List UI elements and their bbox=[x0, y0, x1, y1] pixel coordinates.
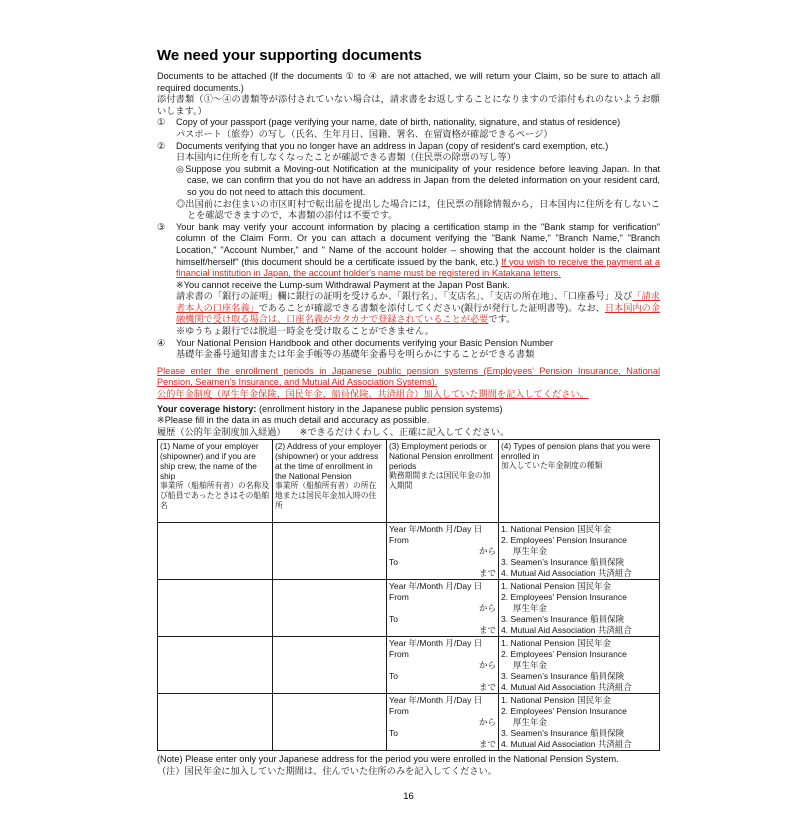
pension-plan-name-ja: 船員保険 bbox=[590, 671, 625, 682]
item-3-en-text: Your bank may verify your account information by placing a certification stamp in the "Bank stamp for verification" column of the Claim Form. Or you can attach a document verifying the "Bank Name," "Branch Name," "Branch Location," "Account Number," and " Name of the account holder – showing that the account holder is the claimant himself/herself" (this document should be a certificate issued by the bank, etc.) bbox=[176, 221, 660, 267]
item-1-marker: ① bbox=[157, 117, 166, 129]
pension-plan-option bbox=[501, 671, 657, 682]
enrollment-notice-en: Please enter the enrollment periods in Japanese public pension systems (Employees’ Pension Insurance, National Pension, Seamen’s Insurance, and Mutual Aid Association Systems). bbox=[157, 365, 660, 388]
coverage-label: Your coverage history: bbox=[157, 403, 257, 414]
history-row bbox=[158, 580, 660, 637]
pension-type-cell bbox=[499, 523, 660, 580]
pension-plan-name: 1. National Pension bbox=[501, 581, 575, 592]
to-label: To bbox=[389, 728, 398, 739]
header-pension-type-en: (4) Types of pension plans that you were enrolled in bbox=[501, 441, 651, 462]
item-3-ja-part1: 請求書の「銀行の証明」欄に銀行の証明を受けるか、「銀行名」、「支店名」、「支店の所在地」、「口座番号」及び bbox=[176, 291, 633, 302]
pension-plan-option bbox=[501, 557, 657, 568]
to-label-ja: まで bbox=[478, 682, 496, 693]
header-employment-period-en: (3) Employment periods or National Pension enrollment periods bbox=[389, 441, 493, 472]
pension-plan-name-ja: 共済組合 bbox=[597, 739, 632, 750]
pension-plan-name: 2. Employees’ Pension Insurance bbox=[501, 535, 627, 546]
item-3-en bbox=[176, 222, 660, 280]
pension-plan-option bbox=[501, 568, 657, 579]
from-label-ja: から bbox=[478, 717, 496, 728]
pension-plan-name-ja: 厚生年金 bbox=[513, 717, 548, 728]
pension-plan-name: 1. National Pension bbox=[501, 695, 575, 706]
pension-plan-name-ja: 厚生年金 bbox=[513, 546, 548, 557]
pension-plan-name: 4. Mutual Aid Association bbox=[501, 739, 596, 750]
to-label: To bbox=[389, 671, 398, 682]
pension-plan-option bbox=[501, 739, 657, 750]
pension-plan-name-ja: 船員保険 bbox=[590, 728, 625, 739]
katakana-requirement-en: If you wish to receive the payment at a financial institution in Japan, the account holder's name must be registered in Katakana letters. bbox=[176, 256, 661, 279]
enrollment-periods-notice bbox=[157, 366, 660, 401]
pension-plan-name-ja: 船員保険 bbox=[590, 614, 625, 625]
item-2-marker: ② bbox=[157, 140, 166, 152]
to-label-ja: まで bbox=[478, 625, 496, 636]
pension-type-cell bbox=[499, 637, 660, 694]
item-4-body bbox=[176, 338, 660, 361]
coverage-description: (enrollment history in the Japanese public pension systems) bbox=[258, 403, 503, 414]
item-4-ja: 基礎年金番号通知書または年金手帳等の基礎年金番号を明らかにすることができる書類 bbox=[176, 349, 535, 360]
employer-name-cell bbox=[158, 637, 273, 694]
item-3-body bbox=[176, 222, 660, 338]
period-cell bbox=[387, 580, 499, 637]
intro-ja: 添付書類（①～④の書類等が添付されていない場合は，請求書をお返しすることになりますので添付もれのないようお願いします。） bbox=[157, 94, 660, 116]
item-2-ja: 日本国内に住所を有しなくなったことが確認できる書類（住民票の除票の写し等） bbox=[176, 152, 516, 163]
coverage-instruction-ja: ※できるだけくわしく、正確に記入してください。 bbox=[299, 426, 510, 437]
pension-plan-option bbox=[501, 625, 657, 636]
header-employer-name-ja: 事業所（船舶所有者）の名称及び船員であったときはその船舶名 bbox=[160, 481, 270, 511]
pension-plan-name: 3. Seamen’s Insurance bbox=[501, 671, 588, 682]
from-label-ja: から bbox=[478, 660, 496, 671]
from-label: From bbox=[389, 535, 409, 546]
from-label: From bbox=[389, 649, 409, 660]
coverage-heading-ja bbox=[157, 427, 660, 439]
employer-name-cell bbox=[158, 694, 273, 751]
footnote-en: (Note) Please enter only your Japanese address for the period you were enrolled in the National Pension System. bbox=[157, 754, 619, 765]
pension-plan-option bbox=[501, 706, 657, 728]
coverage-label-ja: 履歴（公的年金制度加入経過） bbox=[157, 426, 286, 437]
employer-name-cell bbox=[158, 523, 273, 580]
pension-plan-name-ja: 国民年金 bbox=[577, 581, 612, 592]
pension-plan-name-ja: 船員保険 bbox=[590, 557, 625, 568]
pension-type-cell bbox=[499, 580, 660, 637]
footnote-ja: （注）国民年金に加入していた期間は、住んでいた住所のみを記入してください。 bbox=[157, 766, 497, 776]
from-label: From bbox=[389, 706, 409, 717]
pension-plan-option bbox=[501, 638, 657, 649]
item-2-en: Documents verifying that you no longer have an address in Japan (copy of resident's card exemption, etc.) bbox=[176, 140, 609, 151]
history-row bbox=[158, 694, 660, 751]
item-2-note-en: ◎Suppose you submit a Moving-out Notification at the municipality of your residence before leaving Japan. In that case, we can confirm that you do not have an address in Japan from the deleted information on your resident card, so you do not need to attach this document. bbox=[176, 163, 660, 197]
pension-plan-option bbox=[501, 524, 657, 535]
employer-address-cell bbox=[273, 580, 387, 637]
pension-type-cell bbox=[499, 694, 660, 751]
pension-plan-name: 2. Employees’ Pension Insurance bbox=[501, 592, 627, 603]
page-content bbox=[157, 47, 660, 778]
employer-name-cell bbox=[158, 580, 273, 637]
item-4-en: Your National Pension Handbook and other documents verifying your Basic Pension Number bbox=[176, 337, 554, 348]
coverage-history-section bbox=[157, 404, 660, 439]
pension-plan-name: 4. Mutual Aid Association bbox=[501, 625, 596, 636]
coverage-history-table bbox=[157, 439, 660, 751]
pension-plan-name: 3. Seamen’s Insurance bbox=[501, 614, 588, 625]
item-2-body bbox=[176, 141, 660, 222]
from-label-ja: から bbox=[478, 546, 496, 557]
document-item-2 bbox=[157, 141, 660, 222]
pension-plan-name: 2. Employees’ Pension Insurance bbox=[501, 649, 627, 660]
item-3-ja-part3: です。 bbox=[488, 314, 516, 325]
to-label-ja: まで bbox=[478, 739, 496, 750]
pension-plan-name-ja: 厚生年金 bbox=[513, 660, 548, 671]
date-format-label: Year 年/Month 月/Day 日 bbox=[389, 581, 483, 592]
header-employer-name bbox=[158, 440, 273, 523]
header-employer-address-en: (2) Address of your employer (shipowner) or your address at the time of enrollment in the National Pension bbox=[275, 441, 382, 482]
pension-plan-name-ja: 共済組合 bbox=[597, 625, 632, 636]
item-3-marker: ③ bbox=[157, 221, 166, 233]
pension-plan-name: 4. Mutual Aid Association bbox=[501, 568, 596, 579]
document-item-4 bbox=[157, 338, 660, 361]
intro-en: Documents to be attached (If the documents ① to ④ are not attached, we will return your Claim, so be sure to attach all required documents.) bbox=[157, 71, 660, 93]
pension-plan-option bbox=[501, 649, 657, 671]
item-2-note-ja: ◎出国前にお住まいの市区町村で転出届を提出した場合には，住民票の削除情報から，日本国内に住所を有しないことを確認できますので，本書類の添付は不要です。 bbox=[176, 198, 660, 221]
date-format-label: Year 年/Month 月/Day 日 bbox=[389, 638, 483, 649]
pension-plan-name: 3. Seamen’s Insurance bbox=[501, 557, 588, 568]
item-3-note-ja: ※ゆうちょ銀行では脱退一時金を受け取ることができません。 bbox=[176, 326, 434, 337]
document-item-1 bbox=[157, 117, 660, 140]
pension-plan-option bbox=[501, 695, 657, 706]
pension-plan-name: 1. National Pension bbox=[501, 638, 575, 649]
pension-plan-option bbox=[501, 728, 657, 739]
header-employer-address-ja: 事業所（船舶所有者）の所在地または国民年金加入時の住所 bbox=[275, 481, 377, 511]
pension-plan-name-ja: 厚生年金 bbox=[513, 603, 548, 614]
to-label: To bbox=[389, 614, 398, 625]
katakana-requirement-ja: 日本国内の金融機関で受け取る場合は、口座名義がカタカナで登録されていることが必要 bbox=[176, 302, 661, 325]
pension-plan-name-ja: 共済組合 bbox=[597, 568, 632, 579]
date-format-label: Year 年/Month 月/Day 日 bbox=[389, 524, 483, 535]
from-label-ja: から bbox=[478, 603, 496, 614]
pension-plan-name: 2. Employees’ Pension Insurance bbox=[501, 706, 627, 717]
item-3-note-en: ※You cannot receive the Lump-sum Withdrawal Payment at the Japan Post Bank. bbox=[176, 279, 510, 290]
coverage-heading bbox=[157, 404, 660, 416]
page-number: 16 bbox=[403, 791, 414, 802]
employer-address-cell bbox=[273, 694, 387, 751]
period-cell bbox=[387, 523, 499, 580]
item-3-ja bbox=[176, 291, 660, 326]
to-label-ja: まで bbox=[478, 568, 496, 579]
from-label: From bbox=[389, 592, 409, 603]
page-title: We need your supporting documents bbox=[157, 47, 422, 64]
pension-plan-name-ja: 国民年金 bbox=[577, 695, 612, 706]
item-4-marker: ④ bbox=[157, 337, 166, 349]
to-label: To bbox=[389, 557, 398, 568]
pension-plan-option bbox=[501, 535, 657, 557]
item-1-en: Copy of your passport (page verifying your name, date of birth, nationality, signature, and status of residence) bbox=[176, 117, 621, 128]
table-header-row bbox=[158, 440, 660, 523]
employer-address-cell bbox=[273, 637, 387, 694]
header-pension-type bbox=[499, 440, 660, 523]
coverage-instruction-en: ※Please fill in the data in as much detail and accuracy as possible. bbox=[157, 415, 430, 426]
period-cell bbox=[387, 694, 499, 751]
history-row bbox=[158, 637, 660, 694]
document-item-3 bbox=[157, 222, 660, 338]
header-employment-period bbox=[387, 440, 499, 523]
pension-plan-name: 4. Mutual Aid Association bbox=[501, 682, 596, 693]
item-3-ja-part2: であることが確認できる書類を添付してください(銀行が発行した証明書等)。なお、 bbox=[258, 302, 605, 313]
pension-plan-option bbox=[501, 592, 657, 614]
date-format-label: Year 年/Month 月/Day 日 bbox=[389, 695, 483, 706]
period-cell bbox=[387, 637, 499, 694]
header-employer-address bbox=[273, 440, 387, 523]
enrollment-notice-ja: 公的年金制度（厚生年金保険、国民年金、船員保険、共済組合）加入していた期間を記入してください。 bbox=[157, 389, 589, 400]
pension-plan-name: 1. National Pension bbox=[501, 524, 575, 535]
account-holder-highlight-ja: 「請求者本人の口座名義」 bbox=[176, 291, 660, 313]
employer-address-cell bbox=[273, 523, 387, 580]
item-1-body bbox=[176, 117, 660, 140]
pension-plan-option bbox=[501, 614, 657, 625]
item-1-ja: パスポート（旅券）の写し（氏名、生年月日、国籍、署名、在留資格が確認できるページ） bbox=[176, 128, 553, 139]
history-row bbox=[158, 523, 660, 580]
header-employer-name-en: (1) Name of your employer (shipowner) and if you are ship crew, the name of the ship bbox=[160, 441, 259, 482]
pension-plan-name: 3. Seamen’s Insurance bbox=[501, 728, 588, 739]
pension-plan-option bbox=[501, 581, 657, 592]
table-footnote bbox=[157, 754, 660, 777]
pension-plan-option bbox=[501, 682, 657, 693]
pension-plan-name-ja: 国民年金 bbox=[577, 638, 612, 649]
header-employment-period-ja: 勤務期間または国民年金の加入期間 bbox=[389, 471, 491, 491]
pension-plan-name-ja: 共済組合 bbox=[597, 682, 632, 693]
header-pension-type-ja: 加入していた年金制度の種類 bbox=[501, 461, 603, 471]
pension-plan-name-ja: 国民年金 bbox=[577, 524, 612, 535]
